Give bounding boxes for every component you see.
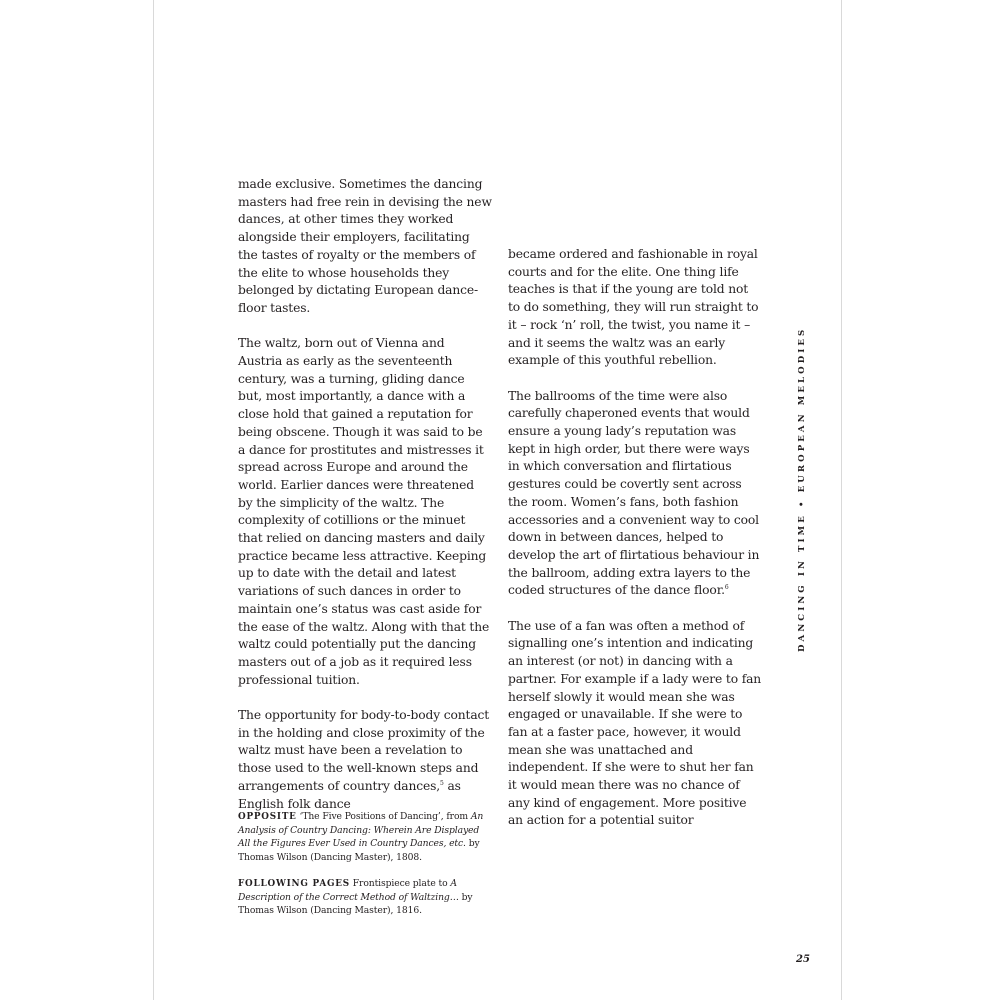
- left-paragraph-1-text: made exclusive. Sometimes the dancing masters had free rein in devising the new dances, at other times they worked alongside their employers, facilitating the tastes of royalty or the members of the elite to whose households they belonged by dictating European dance-floor tastes.: [238, 177, 492, 315]
- right-paragraph-1: [508, 246, 762, 370]
- caption-opposite: [238, 810, 492, 864]
- left-text-column: [238, 176, 492, 813]
- right-paragraph-1-text: became ordered and fashionable in royal courts and for the elite. One thing life teaches is that if the young are told not to do something, they will run straight to it – rock ‘n’ roll, the twist, you name it – and it seems the waltz was an early example of this youthful rebellion.: [508, 247, 759, 368]
- caption-opposite-text-1: ‘The Five Positions of Dancing’, from: [296, 811, 471, 822]
- caption-opposite-label: OPPOSITE: [238, 812, 297, 822]
- caption-following-label: FOLLOWING PAGES: [238, 878, 350, 889]
- figure-captions: [238, 810, 492, 930]
- caption-following-text-2: by Thomas Wilson (Dancing Master), 1816.: [238, 892, 473, 917]
- left-paragraph-3-end: as English folk dance: [238, 778, 461, 811]
- caption-following: [238, 877, 492, 918]
- left-paragraph-3-text: The opportunity for body-to-body contact in the holding and close proximity of the waltz must have been a revelation to those used to the well-known steps and arrangements of country dances,: [238, 708, 490, 793]
- caption-following-title: A Description of the Correct Method of Waltzing…: [238, 877, 459, 904]
- caption-following-text-1: Frontispiece plate to: [349, 877, 451, 889]
- left-paragraph-2-text: The waltz, born out of Vienna and Austria as early as the seventeenth century, was a turning, gliding dance but, most importantly, a dance with a close hold that gained a reputation for being obscene. Though it was said to be a dance for prostitutes and mistresses it spread across Europe and around the world. Earlier dances were threatened by the simplicity of the waltz. The complexity of cotillions or the minuet that relied on dancing masters and daily practice became less attractive. Keeping up to date with the detail and latest variations of such dances in order to maintain one’s status was cast aside for the ease of the waltz. Along with that the waltz could potentially put the dancing masters out of a job as it required less professional tuition.: [238, 336, 490, 687]
- left-paragraph-1: [238, 176, 492, 318]
- caption-opposite-title: An Analysis of Country Dancing: Wherein Are Displayed All the Figures Ever Used in Country Dances, etc.: [238, 811, 484, 850]
- left-paragraph-2: [238, 335, 492, 689]
- footnote-marker-6: 6: [724, 584, 729, 592]
- right-paragraph-2: [508, 388, 762, 600]
- right-paragraph-2-text: The ballrooms of the time were also carefully chaperoned events that would ensure a young lady’s reputation was kept in high order, but there were ways in which conversation and flirtatious gestures could be covertly sent across the room. Women’s fans, both fashion accessories and a convenient way to cool down in between dances, helped to develop the art of flirtatious behaviour in the ballroom, adding extra layers to the coded structures of the dance floor.: [508, 388, 760, 598]
- left-paragraph-3: [238, 707, 492, 813]
- running-head: DANCING IN TIME • EUROPEAN MELODIES: [797, 326, 807, 652]
- page-number: 25: [796, 954, 810, 965]
- right-text-column: [508, 246, 762, 830]
- caption-opposite-text-2: by Thomas Wilson (Dancing Master), 1808.: [238, 838, 480, 863]
- footnote-marker-5: 5: [440, 779, 444, 787]
- right-paragraph-3-text: The use of a fan was often a method of signalling one’s intention and indicating an interest (or not) in dancing with a partner. For example if a lady were to fan herself slowly it would mean she was engaged or unavailable. If she were to fan at a faster pace, however, it would mean she was unattached and independent. If she were to shut her fan it would mean there was no chance of any kind of engagement. More positive an action for a potential suitor: [508, 618, 762, 828]
- right-paragraph-3: [508, 618, 762, 830]
